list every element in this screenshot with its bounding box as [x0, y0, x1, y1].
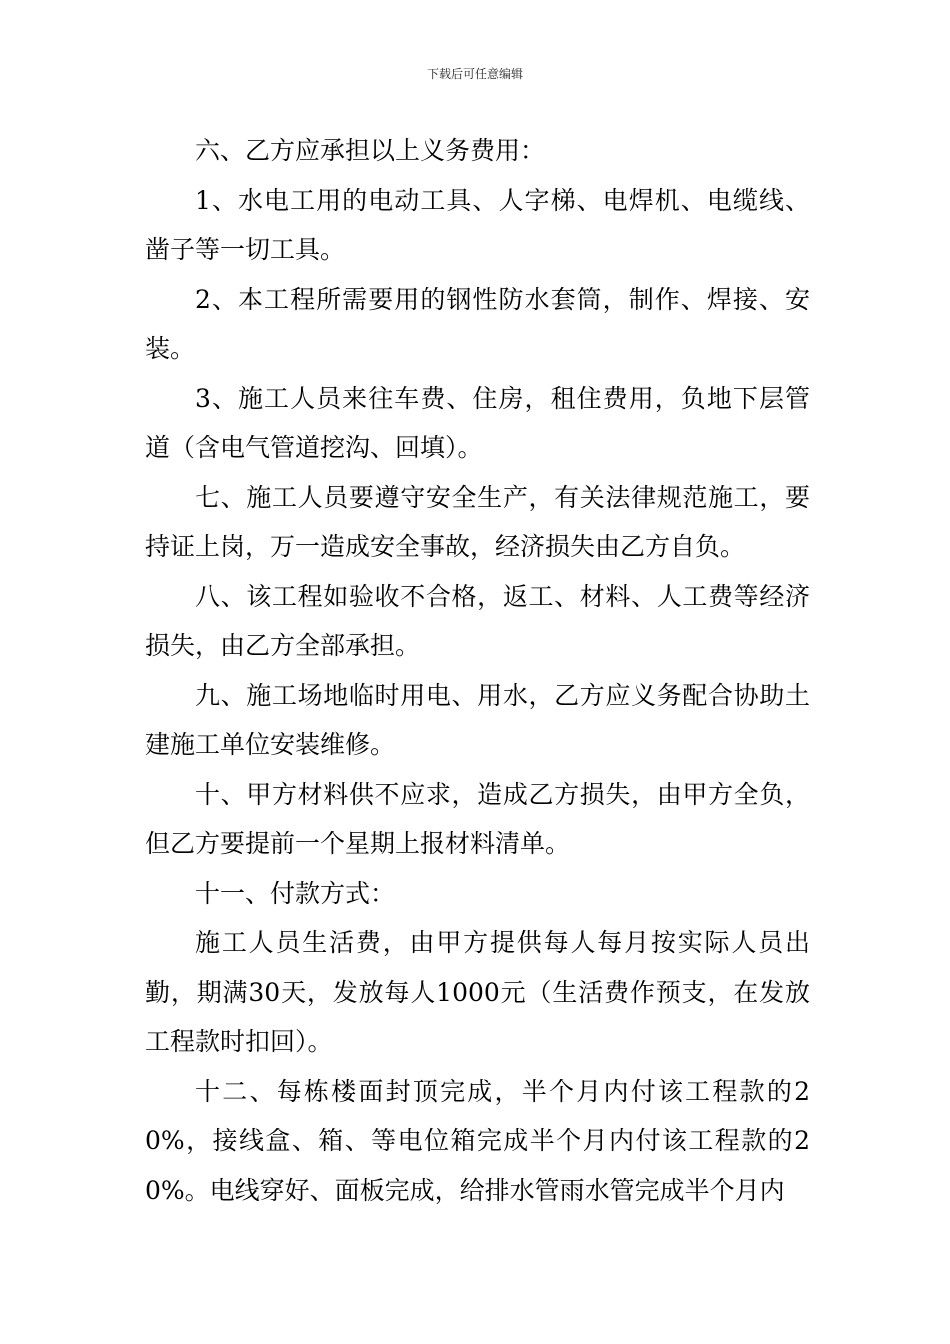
clause-ten: 十、甲方材料供不应求，造成乙方损失，由甲方全负，但乙方要提前一个星期上报材料清单。: [145, 779, 810, 858]
clause-eleven-living-expenses: 施工人员生活费，由甲方提供每人每月按实际人员出勤，期满30天，发放每人1000元（生活费作预支，在发放工程款时扣回）。: [145, 928, 810, 1056]
document-body: [145, 126, 810, 1215]
clause-eleven-heading: 十一、付款方式：: [195, 878, 396, 908]
clause-six-item-3: 3、施工人员来往车费、住房，租住费用，负地下层管道（含电气管道挖沟、回填）。: [145, 383, 810, 462]
page-header: 下载后可任意编辑: [426, 67, 523, 81]
clause-six-heading: 六、乙方应承担以上义务费用：: [195, 136, 546, 165]
clause-twelve: 十二、每栋楼面封顶完成，半个月内付该工程款的20%，接线盒、箱、等电位箱完成半个月内付该工程款的20%。电线穿好、面板完成，给排水管雨水管完成半个月内: [145, 1076, 810, 1205]
clause-six-item-1: 1、水电工用的电动工具、人字梯、电焊机、电缆线、凿子等一切工具。: [145, 185, 810, 264]
clause-eight: 八、该工程如验收不合格，返工、材料、人工费等经济损失，由乙方全部承担。: [145, 581, 810, 660]
clause-seven: 七、施工人员要遵守安全生产，有关法律规范施工，要持证上岗，万一造成安全事故，经济损失由乙方自负。: [145, 482, 810, 561]
clause-six-item-2: 2、本工程所需要用的钢性防水套筒，制作、焊接、安装。: [145, 284, 810, 363]
clause-nine: 九、施工场地临时用电、用水，乙方应义务配合协助土建施工单位安装维修。: [145, 680, 810, 759]
